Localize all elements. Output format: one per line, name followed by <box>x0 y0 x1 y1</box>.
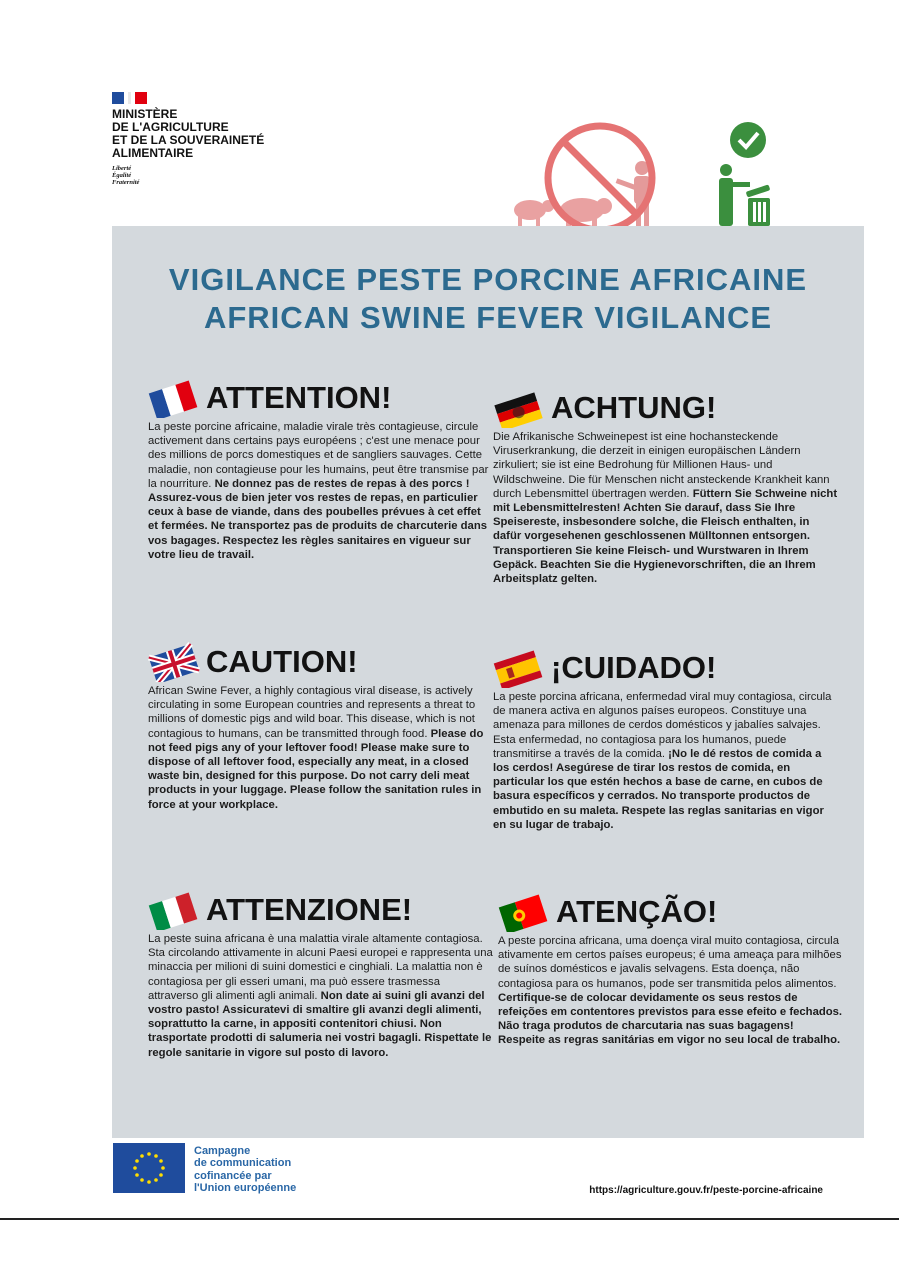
eu-cofunding-text <box>194 1145 334 1195</box>
body-es <box>493 690 838 832</box>
italian-flag-icon <box>148 890 200 930</box>
heading-en: CAUTION! <box>206 644 358 679</box>
section-french <box>148 376 493 562</box>
section-english <box>148 640 493 812</box>
body-en-bold: Please do not feed pigs any of your leftover food! Please make sure to dispose of all leftover food, especially any meat, in a closed waste bin, designed for this purpose. Do not carry deli meat products in your luggage. Please follow the sanitation rules in force at your workplace. <box>148 727 484 811</box>
eu-text-line: de communication <box>194 1157 292 1170</box>
heading-fr: ATTENTION! <box>206 380 392 415</box>
section-spanish <box>493 646 838 832</box>
dispose-waste-bin-icon <box>719 122 770 226</box>
body-de <box>493 430 838 586</box>
ministry-name <box>112 108 312 160</box>
german-flag-icon <box>493 388 545 428</box>
body-pt-bold: Certifique-se de colocar devidamente os seus restos de refeições em contentores previstos para esse efeito e fechados. Não traga produtos de charcutaria nas suas bagagens! Respeite as regras sanitárias em vigor no seu local de trabalho. <box>498 991 843 1047</box>
heading-pt: ATENÇÃO! <box>556 894 718 929</box>
content-panel <box>112 226 864 1138</box>
body-fr <box>148 420 493 562</box>
hero-illustration <box>500 118 820 230</box>
title-en: AFRICAN SWINE FEVER VIGILANCE <box>203 300 773 335</box>
french-flag-icon <box>148 378 200 418</box>
title-fr: VIGILANCE PESTE PORCINE AFRICAINE <box>168 262 808 297</box>
ministry-line: MINISTÈRE <box>112 107 178 121</box>
body-it-bold: Non date ai suini gli avanzi del vostro pasto! Assicuratevi di smaltire gli avanzi degli alimenti, soprattutto la carne, in appositi contenitori chiusi. Non trasportate prodotti di salumeria nei vostri bagagli. Rispettate le regole sanitarie in vigore sul posto di lavoro. <box>148 989 492 1059</box>
body-fr-normal: La peste porcine africaine, maladie virale très contagieuse, circule activement dans certains pays européens ; c'est une menace pour des millions de porcs domestiques et de sangliers sauvages. Cette maladie, non contagieuse pour les humains, peut être transmise par la nourriture. <box>148 421 489 490</box>
heading-de: ACHTUNG! <box>551 390 717 425</box>
body-en-normal: African Swine Fever, a highly contagious viral disease, is actively circulating in some European countries and represents a threat to millions of domestic pigs and wild boar. This disease, which is not contagious to humans, can be transmitted through food. <box>148 685 476 740</box>
body-it-normal: La peste suina africana è una malattia virale altamente contagiosa. Sta circolando attivamente in alcuni Paesi europei e rappresenta una minaccia per milioni di suini domestici e cinghiali. La malattia non è contagiosa per gli esseri umani, ma può essere trasmessa attraverso gli alimenti agli animali. <box>148 933 493 1002</box>
ministry-logo <box>112 92 312 186</box>
marianne-flag-icon <box>112 92 312 104</box>
heading-es: ¡CUIDADO! <box>551 650 717 685</box>
eu-text-line: Campagne <box>194 1145 251 1157</box>
body-de-normal: Die Afrikanische Schweinepest ist eine hochansteckende Viruserkrankung, die derzeit in einigen europäischen Ländern zirkuliert; sie ist eine Bedrohung für Millionen Haus- und Wildschweine. Die für Menschen nicht ansteckende Krankheit kann durch Lebensmittel übertragen werden. <box>493 431 830 500</box>
motto-line: Égalité <box>112 172 132 179</box>
heading-it: ATTENZIONE! <box>206 892 413 927</box>
body-de-bold: Füttern Sie Schweine nicht mit Lebensmittelresten! Achten Sie darauf, dass Sie Ihre Speisereste, insbesondere solche, die Fleisch enthalten, in dafür vorgesehenen geschlossenen Mülltonnen entsorgen. Transportieren Sie keine Fleisch- und Wurstwaren in Ihrem Gepäck. Beachten Sie die Hygienevorschriften, die an Ihrem Arbeitsplatz gelten. <box>493 487 838 586</box>
republic-motto <box>112 165 312 186</box>
portuguese-flag-icon <box>498 892 550 932</box>
ministry-line: ALIMENTAIRE <box>112 146 194 160</box>
body-pt-normal: A peste porcina africana, uma doença viral muito contagiosa, circula ativamente em certos países europeus; é uma ameaça para milhões de suínos domésticos e javalis selvagens. Esta doença, não contagiosa para os humanos, pode ser transmitida pelos alimentos. <box>498 935 842 990</box>
body-pt <box>498 934 843 1048</box>
ministry-line: DE L'AGRICULTURE <box>112 120 229 134</box>
body-en <box>148 684 493 812</box>
spanish-flag-icon <box>493 648 545 688</box>
section-italian <box>148 888 493 1060</box>
body-es-bold: ¡No le dé restos de comida a los cerdos! Asegúrese de tirar los restos de comida, en particular los que estén hechos a base de carne, en cubos de basura específicos y cerrados. No transporte productos de embutido en su maleta. Respete las reglas sanitarias en vigor en su lugar de trabajo. <box>493 747 824 831</box>
body-it <box>148 932 493 1060</box>
bottom-divider <box>0 1218 899 1220</box>
eu-flag-icon <box>113 1143 185 1193</box>
uk-flag-icon <box>148 642 200 682</box>
section-german <box>493 386 838 586</box>
ministry-line: ET DE LA SOUVERAINETÉ <box>112 133 265 147</box>
section-portuguese <box>498 890 843 1048</box>
eu-text-line: l'Union européenne <box>194 1182 297 1195</box>
no-feeding-pigs-icon <box>514 126 652 230</box>
website-link[interactable]: https://agriculture.gouv.fr/peste-porcine-africaine <box>589 1185 823 1196</box>
body-es-normal: La peste porcina africana, enfermedad viral muy contagiosa, circula de manera activa en algunos países europeos. Constituye una amenaza para millones de cerdos domésticos y jabalíes salvajes. Esta enfermedad, no contagiosa para los humanos, puede transmitirse a través de la comida. <box>493 691 832 760</box>
motto-line: Fraternité <box>112 179 140 186</box>
eu-text-line: cofinancée par <box>194 1169 272 1182</box>
motto-line: Liberté <box>112 165 132 172</box>
body-fr-bold: Ne donnez pas de restes de repas à des porcs ! Assurez-vous de bien jeter vos restes de repas, en particulier ceux à base de viande, dans des poubelles prévues à cet effet et fermées. Ne transportez pas de produits de charcuterie dans vos bagages. Respectez les règles sanitaires en vigueur sur votre lieu de travail. <box>148 477 488 561</box>
